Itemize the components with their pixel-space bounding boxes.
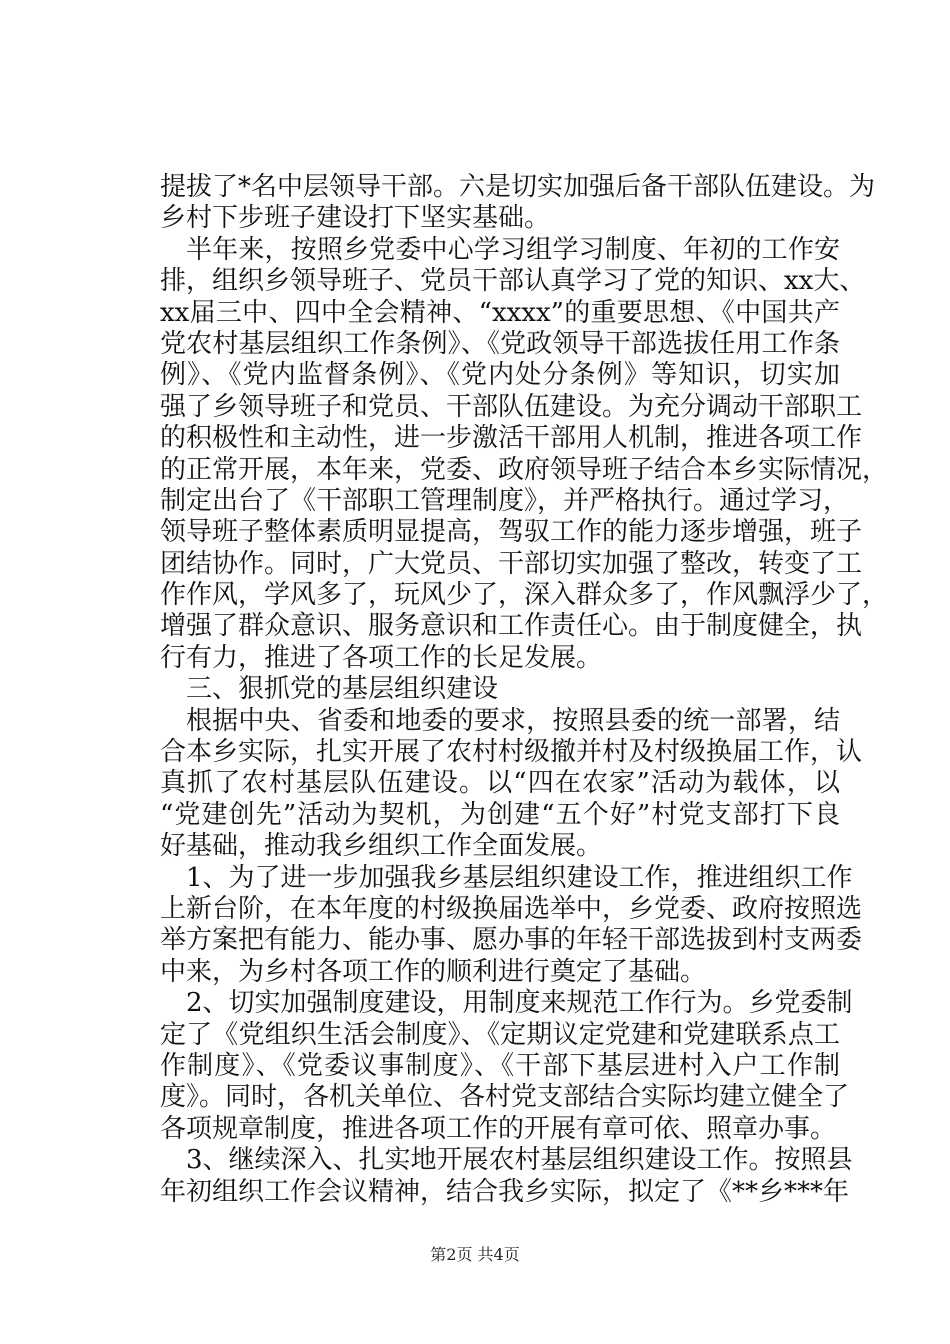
text-line: 领导班子整体素质明显提高，驾驭工作的能力逐步增强，班子	[160, 517, 863, 548]
section-heading: 三、狠抓党的基层组织建设	[186, 674, 499, 705]
paragraph-first-line: 3、继续深入、扎实地开展农村基层组织建设工作。按照县	[186, 1145, 853, 1176]
page-number-footer: 第2页 共4页	[430, 1245, 520, 1264]
body-text	[160, 172, 889, 1208]
text-line: 行有力，推进了各项工作的长足发展。	[160, 642, 603, 673]
text-line: 乡村下步班子建设打下坚实基础。	[160, 203, 551, 234]
paragraph-first-line: 1、为了进一步加强我乡基层组织建设工作，推进组织工作	[186, 862, 853, 893]
text-line: 好基础，推动我乡组织工作全面发展。	[160, 831, 603, 862]
text-line: 制定出台了《干部职工管理制度》，并严格执行。通过学习，	[160, 485, 850, 516]
text-line: 的积极性和主动性，进一步激活干部用人机制，推进各项工作	[160, 423, 863, 454]
text-line: 真抓了农村基层队伍建设。以“四在农家”活动为载体，以	[160, 768, 840, 799]
text-line: 提拔了*名中层领导干部。六是切实加强后备干部队伍建设。为	[160, 172, 876, 202]
text-line: 增强了群众意识、服务意识和工作责任心。由于制度健全，执	[160, 611, 863, 642]
text-line: “党建创先”活动为契机，为创建“五个好”村党支部打下良	[160, 799, 840, 830]
text-line: 例》、《党内监督条例》、《党内处分条例》等知识，切实加	[160, 360, 840, 391]
text-line: 年初组织工作会议精神，结合我乡实际，拟定了《**乡***年	[160, 1176, 850, 1207]
text-line: 中来，为乡村各项工作的顺利进行奠定了基础。	[160, 956, 707, 987]
paragraph-first-line: 2、切实加强制度建设，用制度来规范工作行为。乡党委制	[186, 988, 853, 1019]
paragraph-first-line: 半年来，按照乡党委中心学习组学习制度、年初的工作安	[186, 234, 840, 265]
text-line: 合本乡实际，扎实开展了农村村级撤并村及村级换届工作，认	[160, 737, 863, 768]
text-line: 度》。同时，各机关单位、各村党支部结合实际均建立健全了	[160, 1082, 850, 1113]
paragraph-first-line: 根据中央、省委和地委的要求，按照县委的统一部署，结	[186, 705, 840, 736]
text-line: 排，组织乡领导班子、党员干部认真学习了党的知识、xx大、	[160, 266, 866, 297]
text-line: 党农村基层组织工作条例》、《党政领导干部选拔任用工作条	[160, 328, 840, 359]
text-line: 各项规章制度，推进各项工作的开展有章可依、照章办事。	[160, 1113, 837, 1144]
text-line: 团结协作。同时，广大党员、干部切实加强了整改，转变了工	[160, 548, 863, 579]
text-line: 上新台阶，在本年度的村级换届选举中，乡党委、政府按照选	[160, 893, 863, 924]
text-line: 的正常开展，本年来，党委、政府领导班子结合本乡实际情况，	[160, 454, 889, 485]
text-line: 作制度》、《党委议事制度》、《干部下基层进村入户工作制	[160, 1050, 840, 1081]
text-line: 强了乡领导班子和党员、干部队伍建设。为充分调动干部职工	[160, 391, 863, 422]
text-line: 举方案把有能力、能办事、愿办事的年轻干部选拔到村支两委	[160, 925, 863, 956]
text-line: xx届三中、四中全会精神、“xxxx”的重要思想、《中国共产	[160, 297, 840, 328]
text-line: 定了《党组织生活会制度》、《定期议定党建和党建联系点工	[160, 1019, 840, 1050]
text-line: 作作风，学风多了，玩风少了，深入群众多了，作风飘浮少了，	[160, 580, 889, 611]
